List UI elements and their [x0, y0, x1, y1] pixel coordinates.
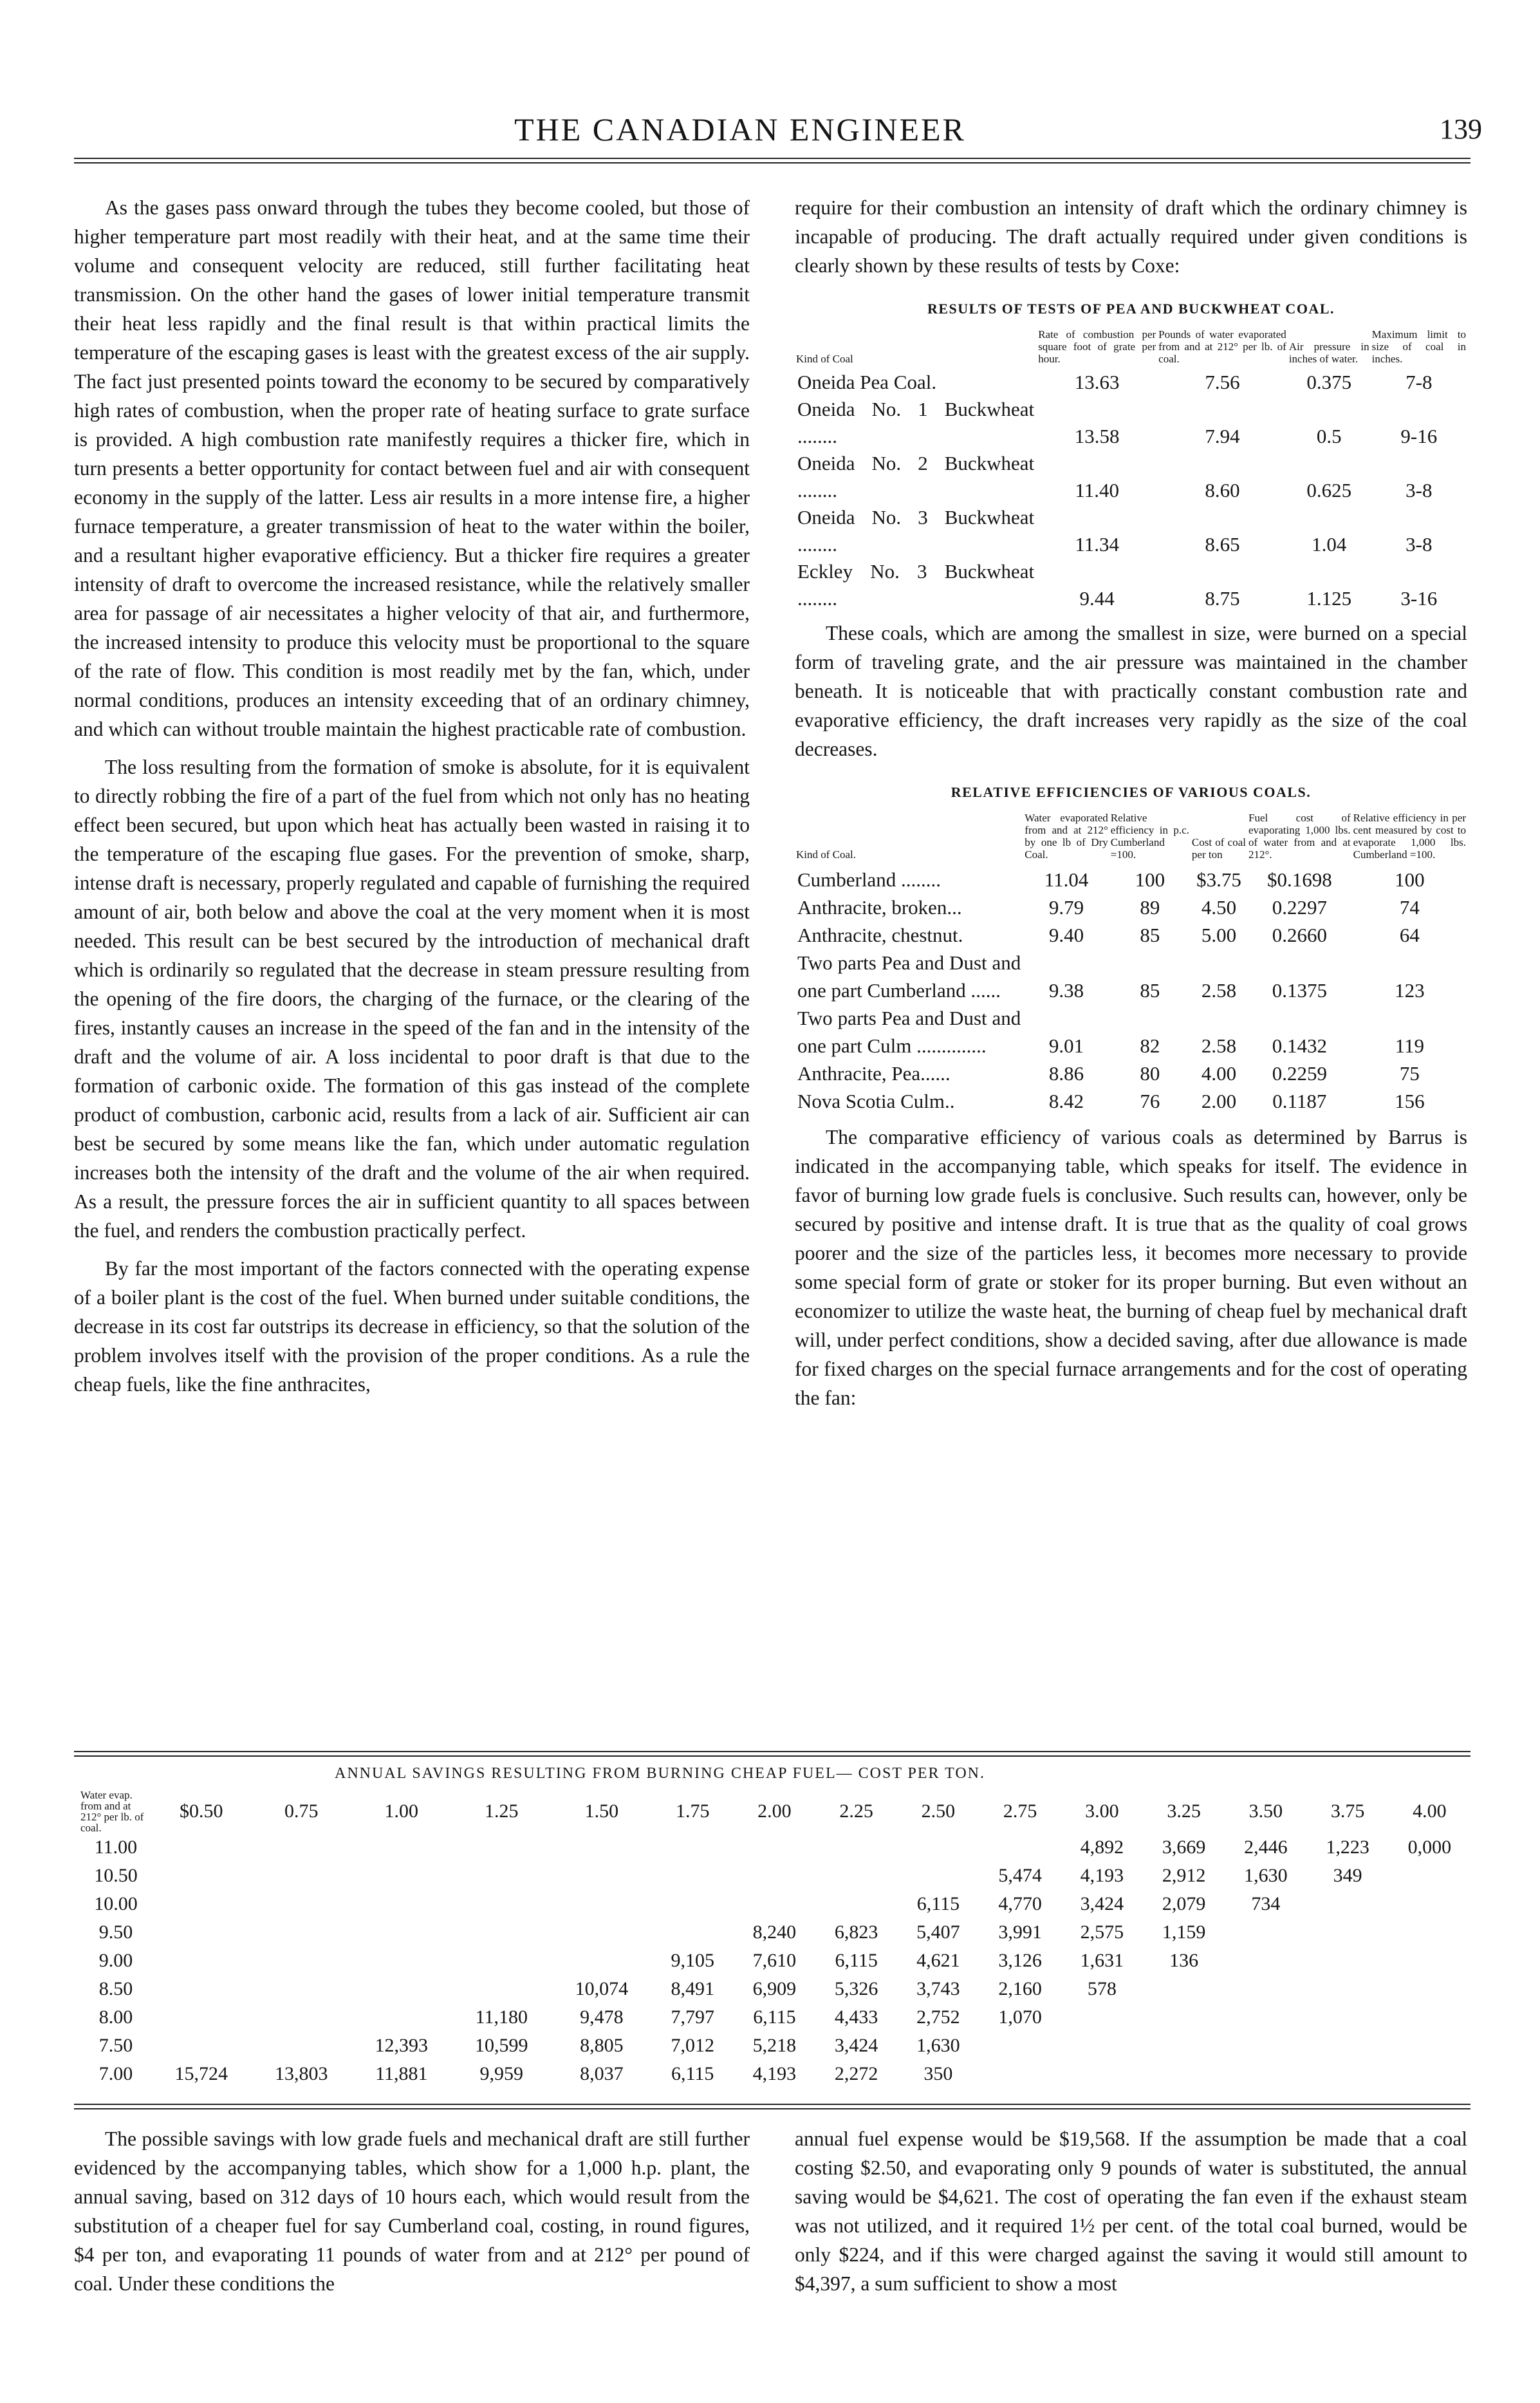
cell — [552, 1947, 652, 1975]
cell: 10,599 — [475, 2035, 528, 2056]
table-row — [795, 949, 1467, 1004]
cell — [652, 1833, 734, 1862]
cell: 9,478 — [580, 2006, 624, 2028]
cell: Anthracite, Pea...... — [797, 1062, 951, 1085]
table-row — [795, 1087, 1467, 1115]
row-label: 9.50 — [98, 1921, 133, 1943]
bottom-right-column — [795, 2124, 1467, 2298]
cell — [1389, 1947, 1470, 1975]
cell — [1306, 2032, 1388, 2060]
cell: 578 — [1087, 1978, 1117, 1999]
cell — [1306, 1890, 1388, 1918]
cell: 7.56 — [1205, 371, 1240, 393]
row-label: 7.00 — [98, 2063, 133, 2084]
cell: 9.38 — [1048, 979, 1084, 1002]
row-label: 11.00 — [94, 1837, 138, 1858]
table-row — [795, 558, 1467, 612]
cell: 6,909 — [752, 1978, 797, 1999]
cell — [897, 1862, 979, 1890]
row-label: 8.00 — [98, 2006, 133, 2028]
cell: 3-8 — [1405, 533, 1433, 556]
cell: 0.1375 — [1272, 979, 1327, 1002]
table-caption: RELATIVE EFFICIENCIES OF VARIOUS COALS. — [951, 784, 1312, 800]
row-label: 7.50 — [98, 2035, 133, 2056]
cell: 0,000 — [1407, 1837, 1452, 1858]
cell: 4,621 — [916, 1950, 960, 1971]
table-row — [80, 1918, 1470, 1947]
cell: Eckley No. 3 Buckwheat ........ — [797, 560, 1035, 610]
table-row — [80, 2032, 1470, 2060]
table-bottom-rule-2 — [74, 2108, 1470, 2109]
cell — [1225, 2032, 1306, 2060]
cell: 10,074 — [575, 1978, 629, 1999]
cell: Anthracite, broken... — [797, 896, 962, 919]
cell — [252, 1890, 352, 1918]
table-row — [80, 1947, 1470, 1975]
cell — [1061, 2060, 1143, 2088]
cell: 8.42 — [1048, 1090, 1084, 1112]
row-header-label: Water evap. from and at 212° per lb. of coal. — [80, 1789, 144, 1834]
cell: 8,805 — [580, 2035, 624, 2056]
cell — [734, 1833, 815, 1862]
cell — [351, 1890, 452, 1918]
cell — [452, 1947, 552, 1975]
cell: 8.65 — [1205, 533, 1240, 556]
column-header: Water evaporated from and at 212° by one lb of Dry Coal. — [1025, 812, 1108, 861]
cell: 9,105 — [671, 1950, 714, 1971]
cell: 2,752 — [916, 2006, 960, 2028]
cell: 13.63 — [1074, 371, 1120, 393]
cell — [1306, 1975, 1388, 2003]
cell — [1389, 1862, 1470, 1890]
cell — [897, 1833, 979, 1862]
cell: 6,115 — [753, 2006, 796, 2028]
table-row — [80, 1862, 1470, 1890]
paragraph: The possible savings with low grade fuels and mechanical draft are still further evidenced by the accompanying tables, which show for a 1,000 h.p. plant, the annual saving, based on 312 days of 10 hours each, which would result from the substitution of a cheaper fuel for say Cumberland coal, costing, in round figures, $4 per ton, and evaporating 11 pounds of water from and at 212° per pound of coal. Under these conditions the — [74, 2127, 750, 2295]
cell: 3-8 — [1405, 479, 1433, 501]
cell — [452, 1975, 552, 2003]
cell — [979, 2032, 1061, 2060]
cell — [252, 1918, 352, 1947]
paragraph: These coals, which are among the smallest in size, were burned on a special form of traveling grate, and the air pressure was maintained in the chamber beneath. It is noticeable that with practically constant combustion rate and evaporative efficiency, the draft increases very rapidly as the size of the coal decreases. — [795, 622, 1467, 760]
column-header: Relative efficiency in p.c. Cumberland =100. — [1110, 812, 1189, 861]
table-row — [795, 1060, 1467, 1087]
cell — [979, 1833, 1061, 1862]
cost-column-header: 3.00 — [1085, 1800, 1119, 1822]
cell — [1306, 2060, 1388, 2088]
cell: 15,724 — [174, 2063, 228, 2084]
right-column — [795, 193, 1467, 1412]
cell: 9.44 — [1079, 587, 1115, 610]
cell: 5,474 — [998, 1865, 1042, 1886]
cell: 0.2259 — [1272, 1062, 1327, 1085]
cell: 0.2297 — [1272, 896, 1327, 919]
cell — [1389, 2060, 1470, 2088]
header-rule — [74, 158, 1470, 159]
table-row — [795, 1004, 1467, 1060]
cell — [1389, 1918, 1470, 1947]
cell: 74 — [1399, 896, 1420, 919]
cell: 9,959 — [479, 2063, 524, 2084]
cell: 4,433 — [834, 2006, 878, 2028]
cell: 7,610 — [752, 1950, 797, 1971]
cell — [151, 1833, 252, 1862]
cost-column-header: 2.75 — [1003, 1800, 1037, 1822]
paragraph: The comparative efficiency of various coals as determined by Barrus is indicated in the accompanying table, which speaks for itself. The evidence in favor of burning low grade fuels is conclusive. Such results can, however, only be secured by positive and intense draft. It is true that as the quality of coal grows poorer and the size of the particles less, it becomes more necessary to provide some special form of grate or stoker for its proper burning. But even without an economizer to utilize the waste heat, the burning of cheap fuel by mechanical draft will, under perfect conditions, show a decided saving, after due allowance is made for fixed charges on the special furnace arrangements and for the cost of operating the fan: — [795, 1126, 1467, 1409]
cell: 2,575 — [1080, 1921, 1124, 1943]
cell — [1061, 2003, 1143, 2032]
cost-column-header: 3.75 — [1330, 1800, 1365, 1822]
cell: 6,115 — [916, 1893, 960, 1914]
cell: 6,823 — [834, 1921, 878, 1943]
column-header: Relative efficiency in per cent measured by cost to evaporate 1,000 lbs. Cumberland =100. — [1353, 812, 1466, 861]
cell: Nova Scotia Culm.. — [797, 1090, 955, 1112]
column-header: Fuel cost of evaporating 1,000 lbs. of water from and at 212°. — [1248, 812, 1351, 861]
cell — [452, 1862, 552, 1890]
table-top-rule-2 — [74, 1755, 1470, 1757]
cell: Oneida No. 3 Buckwheat ........ — [797, 506, 1035, 556]
cell: 7,797 — [671, 2006, 714, 2028]
cell: $0.1698 — [1266, 868, 1332, 891]
cost-column-header: 2.50 — [921, 1800, 956, 1822]
cell: 9.01 — [1048, 1034, 1084, 1057]
cell: 7,012 — [671, 2035, 714, 2056]
column-header: Rate of combustion per square foot of grate per hour. — [1038, 328, 1156, 365]
cell — [652, 1918, 734, 1947]
cell: 4,193 — [1080, 1865, 1124, 1886]
cell: 0.1432 — [1272, 1034, 1327, 1057]
cost-column-header: 0.75 — [284, 1800, 319, 1822]
page-header-title: THE CANADIAN ENGINEER — [514, 111, 966, 147]
table-row — [80, 1833, 1470, 1862]
table-row — [80, 1890, 1470, 1918]
cell: 0.2660 — [1272, 924, 1327, 946]
cell: Cumberland ........ — [797, 868, 941, 891]
cell: 3,743 — [916, 1978, 960, 1999]
cell — [452, 1918, 552, 1947]
cost-column-header: 1.00 — [384, 1800, 419, 1822]
paragraph: As the gases pass onward through the tubes they become cooled, but those of higher temperature part most readily with their heat, and at the same time their volume and consequent velocity are reduced, still further facilitating heat transmission. On the other hand the gases of lower initial temperature transmit their heat less rapidly and the final result is that within practical limits the temperature of the escaping gases is least with the greatest excess of the air supply. The fact just presented points toward the economy to be secured by comparatively high rates of combustion, when the proper rate of heating surface to grate surface is provided. A high combustion rate manifestly requires a thicker fire, which in turn presents a better opportunity for contact between fuel and air with consequent economy in the supply of the latter. Less air results in a more intense fire, a higher furnace temperature, a greater transmission of heat to the water within the boiler, and a resultant higher evaporative efficiency. But a thicker fire requires a greater intensity of draft to overcome the increased resistance, while the relatively smaller area for passage of air necessitates a higher velocity of that air, and furthermore, the increased intensity to produce this velocity must be proportional to the square of the rate of flow. This condition is most readily met by the fan, which, under normal conditions, produces an intensity exceeding that of an ordinary chimney, and which can without trouble maintain the highest practicable rate of combustion. — [74, 196, 750, 740]
cell: 1,630 — [1244, 1865, 1288, 1886]
table-row — [795, 893, 1467, 921]
page-number: 139 — [1440, 113, 1482, 145]
left-column — [74, 193, 750, 1399]
cell: 2,079 — [1162, 1893, 1206, 1914]
column-header: Kind of Coal. — [796, 848, 857, 861]
cell: 11.40 — [1075, 479, 1119, 501]
cell: 3-16 — [1400, 587, 1438, 610]
cell: 4,770 — [998, 1893, 1042, 1914]
cell — [351, 1947, 452, 1975]
cell: 350 — [923, 2063, 953, 2084]
cost-column-header: 2.00 — [757, 1800, 792, 1822]
cell — [1225, 1918, 1306, 1947]
cell — [652, 1862, 734, 1890]
cell — [252, 2003, 352, 2032]
cell: Oneida No. 1 Buckwheat ........ — [797, 398, 1035, 447]
cell — [1389, 1975, 1470, 2003]
cell: 85 — [1140, 979, 1160, 1002]
cell: 5,218 — [752, 2035, 797, 2056]
cell — [1143, 1975, 1225, 2003]
cell — [151, 2032, 252, 2060]
cell: 1,223 — [1326, 1837, 1369, 1858]
cell: 11.04 — [1044, 868, 1089, 891]
cell — [1389, 1890, 1470, 1918]
cell — [1061, 2032, 1143, 2060]
table-caption: RESULTS OF TESTS OF PEA AND BUCKWHEAT COAL. — [927, 301, 1335, 317]
coal-tests-table — [795, 328, 1467, 612]
cell: 4,193 — [752, 2063, 797, 2084]
cell: 1.04 — [1312, 533, 1347, 556]
cell: 8.86 — [1048, 1062, 1084, 1085]
row-label: 8.50 — [98, 1978, 133, 1999]
cell — [1143, 2032, 1225, 2060]
cell: 123 — [1395, 979, 1425, 1002]
cell — [1143, 2003, 1225, 2032]
cell: Two parts Pea and Dust and one part Culm .............. — [797, 1007, 1021, 1057]
cell: 100 — [1135, 868, 1165, 891]
cell: 0.5 — [1316, 425, 1342, 447]
annual-savings-table — [80, 1790, 1470, 2088]
cell: 3,669 — [1162, 1837, 1206, 1858]
cell: 2,272 — [834, 2063, 878, 2084]
cell — [1306, 1947, 1388, 1975]
cell: 9.79 — [1048, 896, 1084, 919]
cell — [351, 1918, 452, 1947]
table-bottom-rule — [74, 2104, 1470, 2105]
cell — [151, 2003, 252, 2032]
cell — [552, 1833, 652, 1862]
row-label: 10.00 — [94, 1893, 138, 1914]
cell — [452, 1890, 552, 1918]
cell — [151, 1918, 252, 1947]
cell: 4,892 — [1080, 1837, 1124, 1858]
table-row — [795, 369, 1467, 396]
cell — [252, 1862, 352, 1890]
cell — [151, 1862, 252, 1890]
cell: 6,115 — [835, 1950, 878, 1971]
cell: 2.58 — [1201, 979, 1237, 1002]
cell: 349 — [1333, 1865, 1362, 1886]
cost-column-header: 3.25 — [1167, 1800, 1201, 1822]
cell — [252, 1833, 352, 1862]
cell — [351, 1862, 452, 1890]
cell: 13,803 — [275, 2063, 328, 2084]
cell: 5.00 — [1201, 924, 1237, 946]
cell — [351, 2003, 452, 2032]
cell: 136 — [1169, 1950, 1199, 1971]
cost-column-header: 4.00 — [1413, 1800, 1447, 1822]
cell: 7.94 — [1205, 425, 1240, 447]
cell: 11.34 — [1075, 533, 1119, 556]
cell: 2,912 — [1162, 1865, 1206, 1886]
cell — [151, 1975, 252, 2003]
cell: 9-16 — [1400, 425, 1438, 447]
cell: Oneida No. 2 Buckwheat ........ — [797, 452, 1035, 501]
cell: 1,631 — [1080, 1950, 1124, 1971]
cell: 8.60 — [1205, 479, 1240, 501]
cost-column-header: 2.25 — [839, 1800, 873, 1822]
cell: Anthracite, chestnut. — [797, 924, 963, 946]
cell: 11,881 — [375, 2063, 428, 2084]
header-rule-2 — [74, 162, 1470, 164]
cell — [552, 1862, 652, 1890]
cost-column-header: 1.25 — [485, 1800, 519, 1822]
cell — [815, 1862, 897, 1890]
cell — [979, 2060, 1061, 2088]
table-row — [80, 1975, 1470, 2003]
cell — [252, 1975, 352, 2003]
cell: 3,424 — [834, 2035, 878, 2056]
cell: 12,393 — [375, 2035, 429, 2056]
cost-column-header: 1.50 — [584, 1800, 619, 1822]
table-caption: ANNUAL SAVINGS RESULTING FROM BURNING CHEAP FUEL— COST PER TON. — [335, 1765, 986, 1782]
cost-column-header: 1.75 — [675, 1800, 710, 1822]
table-row — [795, 921, 1467, 949]
cell: 8.75 — [1205, 587, 1240, 610]
cell: 0.1187 — [1272, 1090, 1327, 1112]
row-label: 9.00 — [98, 1950, 133, 1971]
cell: 9.40 — [1048, 924, 1084, 946]
cell — [151, 1890, 252, 1918]
cell: 2.00 — [1201, 1090, 1237, 1112]
table-row — [795, 866, 1467, 893]
cell — [1389, 2003, 1470, 2032]
cell: Oneida Pea Coal. — [797, 371, 937, 393]
cost-column-header: $0.50 — [180, 1800, 223, 1822]
cell: 1,630 — [916, 2035, 960, 2056]
cell: 2,160 — [998, 1978, 1042, 1999]
cell: 85 — [1140, 924, 1160, 946]
table-row — [795, 450, 1467, 504]
cell — [351, 1975, 452, 2003]
cell — [452, 1833, 552, 1862]
cell: 5,326 — [834, 1978, 878, 1999]
paragraph: The loss resulting from the formation of smoke is absolute, for it is equivalent to directly robbing the fire of a part of the fuel from which not only has no heating effect been secured, but upon which heat has actually been wasted in raising it to the temperature of the escaping flue gases. For the prevention of smoke, sharp, intense draft is necessary, properly regulated and capable of furnishing the required amount of air, both below and above the coal at the very moment when it is most needed. This result can be best secured by the introduction of mechanical draft which is ordinarily so regulated that the decrease in steam pressure resulting from the opening of the fire doors, the charging of the furnace, or the clearing of the fires, instantly causes an increase in the speed of the fan and in the intensity of the draft and the volume of air. A loss incidental to poor draft is that due to the formation of carbonic oxide. The formation of this gas instead of the complete product of combustion, carbonic acid, results from a lack of air. Sufficient air can best be secured by some means like the fan, which under automatic regulation increases both the intensity of the draft and the volume of the air when required. As a result, the pressure forces the air in sufficient quantity to all spaces between the fuel, and renders the combustion practically perfect. — [74, 756, 750, 1242]
cell — [552, 1918, 652, 1947]
column-header: Air pressure in inches of water. — [1288, 341, 1369, 365]
cell: 7-8 — [1405, 371, 1433, 393]
cell — [652, 1890, 734, 1918]
cell — [1225, 1947, 1306, 1975]
cell: 3,126 — [998, 1950, 1042, 1971]
column-header: Kind of Coal — [796, 353, 853, 365]
cell: 13.58 — [1074, 425, 1120, 447]
column-header: Cost of coal per ton — [1191, 836, 1246, 861]
cell: 100 — [1395, 868, 1425, 891]
cell — [815, 1890, 897, 1918]
cell — [552, 1890, 652, 1918]
cost-column-header: 3.50 — [1248, 1800, 1283, 1822]
paragraph: annual fuel expense would be $19,568. If the assumption be made that a coal costing $2.50, and evaporating only 9 pounds of water is substituted, the annual saving would be $4,621. The cost of operating the fan even if the exhaust steam was not utilized, and it required 1½ per cent. of the total coal burned, would be only $224, and if this were charged against the saving it would still amount to $4,397, a sum sufficient to show a most — [795, 2127, 1467, 2295]
cell: 6,115 — [671, 2063, 714, 2084]
cell: 75 — [1399, 1062, 1420, 1085]
cell — [734, 1890, 815, 1918]
table-row — [795, 396, 1467, 450]
cell: 89 — [1140, 896, 1160, 919]
cell: 82 — [1140, 1034, 1160, 1057]
cell: 119 — [1395, 1034, 1424, 1057]
cell — [252, 2032, 352, 2060]
bottom-left-column — [74, 2124, 750, 2298]
cell — [1389, 2032, 1470, 2060]
cell: 0.375 — [1306, 371, 1352, 393]
cell: 0.625 — [1306, 479, 1352, 501]
relative-efficiency-table — [795, 812, 1467, 1115]
row-label: 10.50 — [94, 1865, 138, 1886]
cell — [1225, 2060, 1306, 2088]
cell: 3,991 — [998, 1921, 1042, 1943]
cell: 4.00 — [1201, 1062, 1237, 1085]
cell: 80 — [1140, 1062, 1160, 1085]
cell: 5,407 — [916, 1921, 960, 1943]
cell — [734, 1862, 815, 1890]
cell — [151, 1947, 252, 1975]
cell: $3.75 — [1196, 868, 1241, 891]
cell — [1143, 2060, 1225, 2088]
cell: 156 — [1395, 1090, 1425, 1112]
cell: 1,070 — [998, 2006, 1042, 2028]
cell: 8,240 — [752, 1921, 797, 1943]
table-row — [80, 2003, 1470, 2032]
cell: 8,491 — [671, 1978, 714, 1999]
cell — [351, 1833, 452, 1862]
paragraph: By far the most important of the factors connected with the operating expense of a boiler plant is the cost of the fuel. When burned under suitable conditions, the decrease in its cost far outstrips its decrease in efficiency, so that the solution of the problem involves itself with the provision of the proper conditions. As a rule the cheap fuels, like the fine anthracites, — [74, 1257, 750, 1396]
column-header: Maximum limit to size of coal in inches. — [1371, 328, 1466, 365]
cell — [1225, 1975, 1306, 2003]
cell: 1.125 — [1306, 587, 1352, 610]
table-row — [80, 2060, 1470, 2088]
cell: 734 — [1251, 1893, 1281, 1914]
cell: 2.58 — [1201, 1034, 1237, 1057]
cell: 64 — [1399, 924, 1420, 946]
cell: 8,037 — [580, 2063, 624, 2084]
cell: 1,159 — [1162, 1921, 1206, 1943]
cell: 4.50 — [1201, 896, 1237, 919]
cell — [815, 1833, 897, 1862]
cell: 3,424 — [1080, 1893, 1124, 1914]
cell: Two parts Pea and Dust and one part Cumberland ...... — [797, 951, 1021, 1002]
cell — [252, 1947, 352, 1975]
column-header: Pounds of water evaporated from and at 212° per lb. of coal. — [1158, 328, 1286, 365]
table-row — [795, 504, 1467, 558]
table-top-rule — [74, 1751, 1470, 1752]
cell — [1306, 2003, 1388, 2032]
cell: 76 — [1140, 1090, 1160, 1112]
cell — [1306, 1918, 1388, 1947]
paragraph: require for their combustion an intensity of draft which the ordinary chimney is incapable of producing. The draft actually required under given conditions is clearly shown by these results of tests by Coxe: — [795, 196, 1467, 277]
cell — [1225, 2003, 1306, 2032]
cell: 11,180 — [475, 2006, 528, 2028]
cell: 2,446 — [1244, 1837, 1288, 1858]
